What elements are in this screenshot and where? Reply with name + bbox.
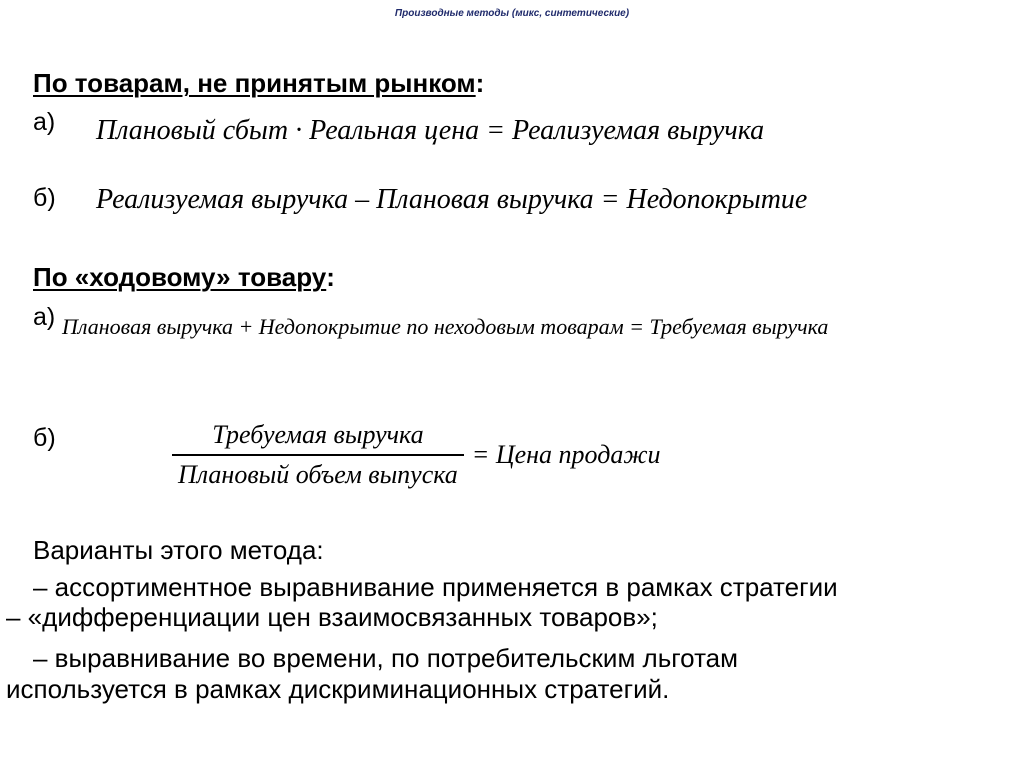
slide-title: Производные методы (микс, синтетические) — [394, 8, 630, 19]
formula-undercoverage: Реализуемая выручка – Плановая выручка = Недопокрытие — [96, 184, 808, 215]
fraction-numerator: Требуемая выручка — [212, 420, 424, 449]
section-heading-text: По товарам, не принятым рынком — [33, 68, 476, 98]
item-marker-b: б) — [33, 424, 56, 452]
variant-line: используется в рамках дискриминационных стратегий. — [6, 674, 670, 704]
variant-line: – ассортиментное выравнивание применяется в рамках стратегии — [33, 572, 838, 602]
fraction-denominator: Плановый объем выпуска — [178, 460, 458, 489]
item-marker-a: а) — [33, 303, 56, 331]
formula-required-revenue: Плановая выручка + Недопокрытие по неходовым товарам = Требуемая выручка — [62, 314, 829, 339]
section-heading-unaccepted-goods — [33, 68, 484, 99]
variants-intro: Варианты этого метода: — [33, 535, 324, 565]
section-heading-colon: : — [326, 262, 335, 292]
formula-sale-price — [172, 420, 661, 490]
item-marker-b: б) — [33, 184, 56, 212]
fraction-result: = Цена продажи — [471, 440, 661, 469]
formula-realized-revenue: Плановый сбыт · Реальная цена = Реализуемая выручка — [96, 115, 765, 146]
section-heading-colon: : — [475, 68, 485, 98]
variant-line: – «дифференциации цен взаимосвязанных товаров»; — [6, 602, 658, 632]
fraction — [172, 420, 464, 490]
variant-line: – выравнивание во времени, по потребительским льготам — [33, 643, 739, 673]
section-heading-popular-goods — [33, 262, 335, 293]
item-marker-a: а) — [33, 108, 56, 136]
section-heading-text: По «ходовому» товару — [33, 262, 327, 292]
